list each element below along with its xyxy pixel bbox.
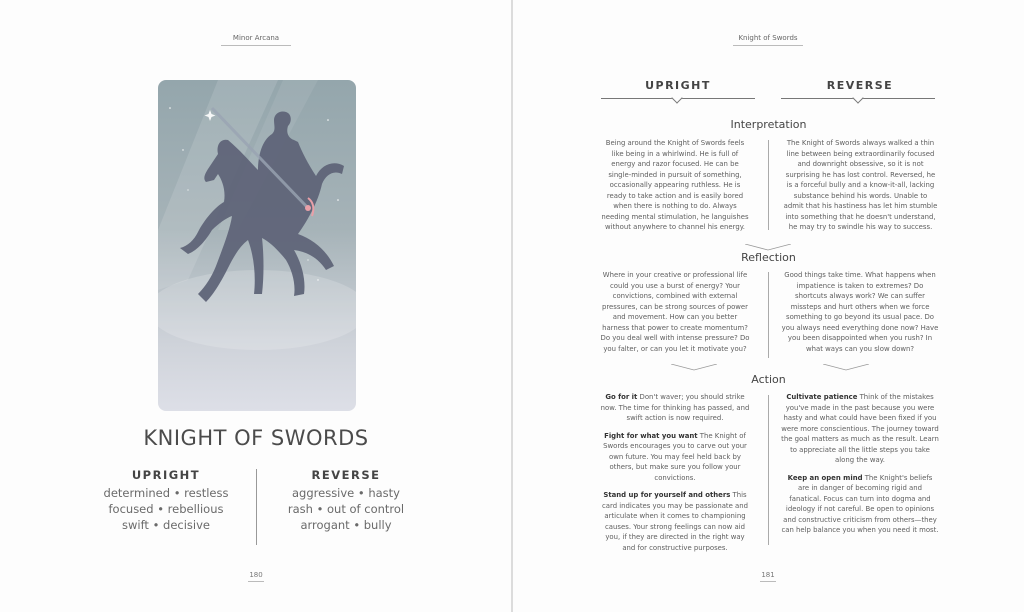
action-item xyxy=(599,392,751,424)
knight-silhouette-image xyxy=(158,80,356,411)
keyword-line: focused • rebellious xyxy=(108,502,224,516)
action-item-text: Don't waver; you should strike now. The time for thinking has passed, and swift action is now required. xyxy=(600,393,750,422)
upright-heading-notch xyxy=(671,92,682,103)
keyword-divider xyxy=(256,469,257,545)
section-divider-chevron xyxy=(823,364,869,371)
section-divider-chevron xyxy=(671,364,717,371)
action-item-lead: Go for it xyxy=(605,393,638,401)
reverse-column-heading: REVERSE xyxy=(826,79,894,92)
section-title-reflection: Reflection xyxy=(741,251,796,264)
keyword-line: rash • out of control xyxy=(287,502,405,516)
keyword-line: determined • restless xyxy=(103,486,229,500)
running-head-right: Knight of Swords xyxy=(718,34,818,46)
upright-heading: UPRIGHT xyxy=(131,468,201,482)
reverse-heading: REVERSE xyxy=(311,468,381,482)
interpretation-reverse-text: The Knight of Swords always walked a thin line between being extraordinarily focused and downright obsessive, so it is not surprising he has lost control. Reversed, he is a forceful bully and a know-it-all, lacking substance behind his words. Unable to admit that his hastiness has let him stumble into something that he doesn't understand, he may try to swindle his way to success. xyxy=(783,139,938,231)
action-reverse-list xyxy=(781,392,939,543)
upright-column-heading: UPRIGHT xyxy=(645,79,711,92)
column-divider xyxy=(768,395,769,545)
card-title: KNIGHT OF SWORDS xyxy=(143,426,369,450)
reverse-keywords xyxy=(271,468,421,533)
upright-keywords xyxy=(91,468,241,533)
action-item-text: This card indicates you may be passionate and articulate when it comes to championing causes. Your strong feelings can now aid you, if they are directed in the right way and for constructive purposes. xyxy=(601,491,749,552)
action-item-text: The Knight of Swords encourages you to carve out your own future. You may feel held back by others, but make sure you follow your convictions. xyxy=(603,431,747,482)
action-item-lead: Cultivate patience xyxy=(786,393,858,401)
action-item xyxy=(599,431,751,484)
action-item-text: The Knight's beliefs are in danger of becoming rigid and fanatical. Focus can turn into dogma and ideology if not careful. Be open to opinions and constructive criticism from others—they can help balance you when you need it most. xyxy=(781,473,939,534)
keyword-line: arrogant • bully xyxy=(300,518,392,532)
action-item xyxy=(599,490,751,553)
section-title-interpretation: Interpretation xyxy=(730,118,807,131)
action-item-text: Think of the mistakes you've made in the past because you were hasty and what could have been fixed if you were more conscientious. The journey toward the goal matters as much as the result. Learn to appreciate all the little steps you take along the way. xyxy=(781,393,939,464)
keyword-line: swift • decisive xyxy=(121,518,210,532)
action-item xyxy=(781,473,939,536)
action-item-lead: Stand up for yourself and others xyxy=(603,491,731,499)
action-item-lead: Keep an open mind xyxy=(787,473,863,482)
interpretation-upright-text: Being around the Knight of Swords feels like being in a whirlwind. He is full of energy and razor focused. He can be single-minded in pursuit of something, occasionally appearing ruthless. He is ready to take action and is easily bored when there is nothing to do. Always needing mental stimulation, he languishes without anywhere to channel his energy. xyxy=(601,139,749,231)
action-upright-list xyxy=(599,392,751,560)
action-item-lead: Fight for what you want xyxy=(604,431,698,440)
page-number-left: 180 xyxy=(241,571,271,582)
section-divider-chevron xyxy=(745,244,791,251)
keyword-line: aggressive • hasty xyxy=(292,486,400,500)
running-head-left: Minor Arcana xyxy=(206,34,306,46)
action-item xyxy=(781,392,939,466)
right-page xyxy=(513,0,1024,612)
page-number-right: 181 xyxy=(753,571,783,582)
reflection-upright-text: Where in your creative or professional life could you use a burst of energy? Your convictions, combined with external pressures, can be strong sources of power and movement. How can you better harness that power to create momentum? Do you deal well with intense pressure? Do you falter, or can you let it motivate you? xyxy=(600,271,750,353)
column-divider xyxy=(768,272,769,358)
reverse-heading-notch xyxy=(852,92,863,103)
tarot-card-illustration xyxy=(158,80,356,411)
section-title-action: Action xyxy=(751,373,786,386)
column-divider xyxy=(768,140,769,230)
reflection-reverse-text: Good things take time. What happens when impatience is taken to extremes? Do shortcuts always work? We can suffer missteps and hurt others when we force something to go beyond its usual pace. Do you always need everything done now? Have you been disappointed when you rush? In what ways can you slow down? xyxy=(781,271,939,353)
